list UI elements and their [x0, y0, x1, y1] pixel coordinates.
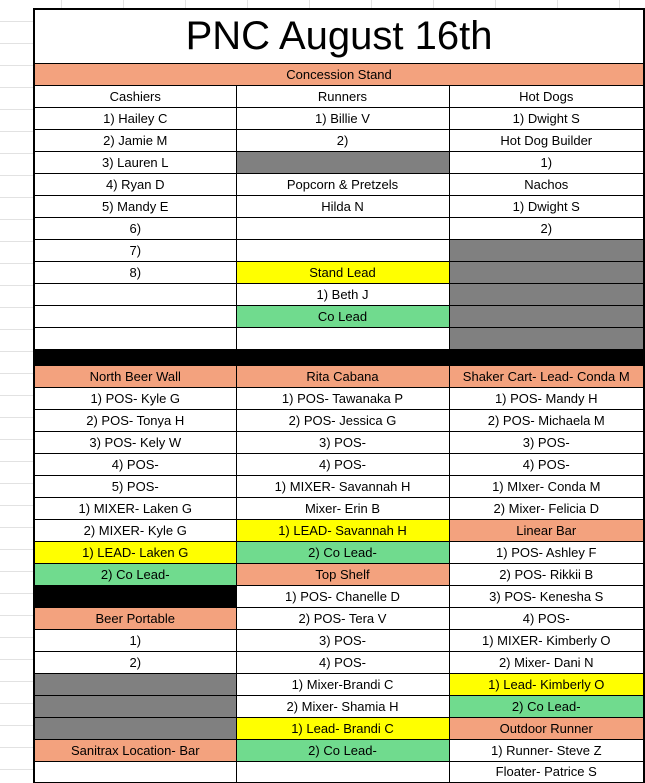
cell[interactable]: 2) POS- Rikkii B — [449, 563, 644, 585]
table-row — [34, 761, 644, 783]
cell[interactable]: North Beer Wall — [34, 365, 236, 387]
cell[interactable]: 2) POS- Tonya H — [34, 409, 236, 431]
table-row — [34, 305, 644, 327]
table-row — [34, 453, 644, 475]
cell[interactable]: 4) POS- — [236, 651, 449, 673]
spreadsheet-gridlines-left — [0, 0, 33, 783]
cell[interactable]: 1) Lead- Brandi C — [236, 717, 449, 739]
table-row — [34, 387, 644, 409]
separator-row — [34, 349, 644, 365]
cell[interactable]: 3) POS- Kenesha S — [449, 585, 644, 607]
cell[interactable]: 4) POS- — [449, 453, 644, 475]
cell[interactable]: 2) POS- Tera V — [236, 607, 449, 629]
cell[interactable]: Hot Dogs — [449, 85, 644, 107]
cell[interactable] — [34, 327, 236, 349]
column-header-row — [34, 85, 644, 107]
cell[interactable]: 2) Co Lead- — [449, 695, 644, 717]
cell[interactable]: 2) POS- Jessica G — [236, 409, 449, 431]
table-row — [34, 497, 644, 519]
table-row — [34, 585, 644, 607]
table-row — [34, 217, 644, 239]
cell[interactable] — [449, 327, 644, 349]
cell[interactable]: 1) Billie V — [236, 107, 449, 129]
table-row — [34, 475, 644, 497]
cell[interactable]: 3) Lauren L — [34, 151, 236, 173]
table-row — [34, 717, 644, 739]
cell[interactable]: Co Lead — [236, 305, 449, 327]
cell[interactable]: 1) Mixer-Brandi C — [236, 673, 449, 695]
table-row — [34, 519, 644, 541]
cell[interactable]: 1) LEAD- Savannah H — [236, 519, 449, 541]
table-row — [34, 541, 644, 563]
cell[interactable]: 2) Co Lead- — [34, 563, 236, 585]
cell[interactable]: 1) MIXER- Kimberly O — [449, 629, 644, 651]
cell[interactable]: 4) POS- — [236, 453, 449, 475]
cell[interactable]: 2) POS- Michaela M — [449, 409, 644, 431]
cell[interactable]: 2) Mixer- Shamia H — [236, 695, 449, 717]
cell[interactable]: 1) POS- Tawanaka P — [236, 387, 449, 409]
cell[interactable]: 4) Ryan D — [34, 173, 236, 195]
cell[interactable]: Top Shelf — [236, 563, 449, 585]
table-row — [34, 173, 644, 195]
spreadsheet-gridlines-top — [0, 0, 645, 8]
cell[interactable]: 1) POS- Chanelle D — [236, 585, 449, 607]
cell[interactable]: 4) POS- — [34, 453, 236, 475]
cell[interactable]: 3) POS- Kely W — [34, 431, 236, 453]
cell[interactable]: Sanitrax Location- Bar — [34, 739, 236, 761]
cell[interactable]: 7) — [34, 239, 236, 261]
cell[interactable]: Beer Portable — [34, 607, 236, 629]
cell[interactable]: 1) Lead- Kimberly O — [449, 673, 644, 695]
cell[interactable]: 1) Beth J — [236, 283, 449, 305]
schedule-table — [33, 8, 645, 783]
cell[interactable]: Hot Dog Builder — [449, 129, 644, 151]
cell[interactable]: 1) POS- Mandy H — [449, 387, 644, 409]
table-row — [34, 431, 644, 453]
table-row — [34, 261, 644, 283]
cell[interactable] — [449, 261, 644, 283]
cell[interactable] — [449, 239, 644, 261]
cell[interactable]: 1) Dwight S — [449, 195, 644, 217]
table-row — [34, 239, 644, 261]
cell[interactable]: 1) — [34, 629, 236, 651]
title-row — [34, 9, 644, 63]
cell[interactable]: 1) LEAD- Laken G — [34, 541, 236, 563]
cell[interactable]: 2) — [34, 651, 236, 673]
cell[interactable] — [34, 761, 236, 783]
cell[interactable]: Popcorn & Pretzels — [236, 173, 449, 195]
section-header-row — [34, 63, 644, 85]
schedule-table-body — [34, 9, 644, 783]
cell[interactable]: 4) POS- — [449, 607, 644, 629]
table-row — [34, 283, 644, 305]
cell[interactable]: Rita Cabana — [236, 365, 449, 387]
section-header-row — [34, 365, 644, 387]
cell[interactable]: 1) — [449, 151, 644, 173]
cell[interactable]: 1) Runner- Steve Z — [449, 739, 644, 761]
cell[interactable]: 3) POS- — [236, 431, 449, 453]
cell[interactable]: 2) Co Lead- — [236, 541, 449, 563]
cell[interactable] — [34, 695, 236, 717]
cell[interactable]: 2) Mixer- Felicia D — [449, 497, 644, 519]
table-row — [34, 739, 644, 761]
cell[interactable] — [34, 305, 236, 327]
cell[interactable] — [34, 673, 236, 695]
cell[interactable]: Cashiers — [34, 85, 236, 107]
cell[interactable] — [236, 151, 449, 173]
cell[interactable] — [236, 239, 449, 261]
cell[interactable]: 8) — [34, 261, 236, 283]
cell[interactable]: 3) POS- — [236, 629, 449, 651]
cell[interactable]: 1) MIXER- Laken G — [34, 497, 236, 519]
cell[interactable]: Outdoor Runner — [449, 717, 644, 739]
table-row — [34, 409, 644, 431]
cell[interactable]: 1) POS- Kyle G — [34, 387, 236, 409]
cell[interactable] — [236, 217, 449, 239]
cell[interactable]: Concession Stand — [34, 63, 644, 85]
table-row — [34, 607, 644, 629]
table-row — [34, 673, 644, 695]
cell[interactable]: 2) MIXER- Kyle G — [34, 519, 236, 541]
table-row — [34, 151, 644, 173]
cell[interactable] — [34, 717, 236, 739]
cell[interactable]: 1) POS- Ashley F — [449, 541, 644, 563]
cell[interactable]: 2) Co Lead- — [236, 739, 449, 761]
cell[interactable]: 2) Jamie M — [34, 129, 236, 151]
cell[interactable] — [449, 283, 644, 305]
cell[interactable] — [449, 305, 644, 327]
cell[interactable]: 1) MIXER- Savannah H — [236, 475, 449, 497]
table-row — [34, 129, 644, 151]
table-row — [34, 107, 644, 129]
cell[interactable] — [34, 585, 236, 607]
cell[interactable]: Nachos — [449, 173, 644, 195]
cell[interactable]: Stand Lead — [236, 261, 449, 283]
cell[interactable]: Linear Bar — [449, 519, 644, 541]
cell[interactable]: 1) Dwight S — [449, 107, 644, 129]
cell[interactable] — [34, 283, 236, 305]
table-row — [34, 563, 644, 585]
cell[interactable]: Mixer- Erin B — [236, 497, 449, 519]
cell[interactable]: 1) MIxer- Conda M — [449, 475, 644, 497]
cell[interactable]: Hilda N — [236, 195, 449, 217]
table-row — [34, 651, 644, 673]
table-row — [34, 195, 644, 217]
cell[interactable]: 3) POS- — [449, 431, 644, 453]
cell[interactable]: 6) — [34, 217, 236, 239]
cell[interactable]: 2) Mixer- Dani N — [449, 651, 644, 673]
cell[interactable]: 1) Hailey C — [34, 107, 236, 129]
cell[interactable]: Runners — [236, 85, 449, 107]
cell[interactable]: 2) — [236, 129, 449, 151]
table-row — [34, 629, 644, 651]
cell[interactable]: 5) POS- — [34, 475, 236, 497]
cell[interactable] — [34, 349, 644, 365]
cell[interactable] — [236, 327, 449, 349]
cell[interactable]: 5) Mandy E — [34, 195, 236, 217]
cell[interactable]: Floater- Patrice S — [449, 761, 644, 783]
table-row — [34, 327, 644, 349]
page-title[interactable]: PNC August 16th — [34, 9, 644, 63]
table-row — [34, 695, 644, 717]
cell[interactable] — [236, 761, 449, 783]
cell[interactable]: Shaker Cart- Lead- Conda M — [449, 365, 644, 387]
cell[interactable]: 2) — [449, 217, 644, 239]
